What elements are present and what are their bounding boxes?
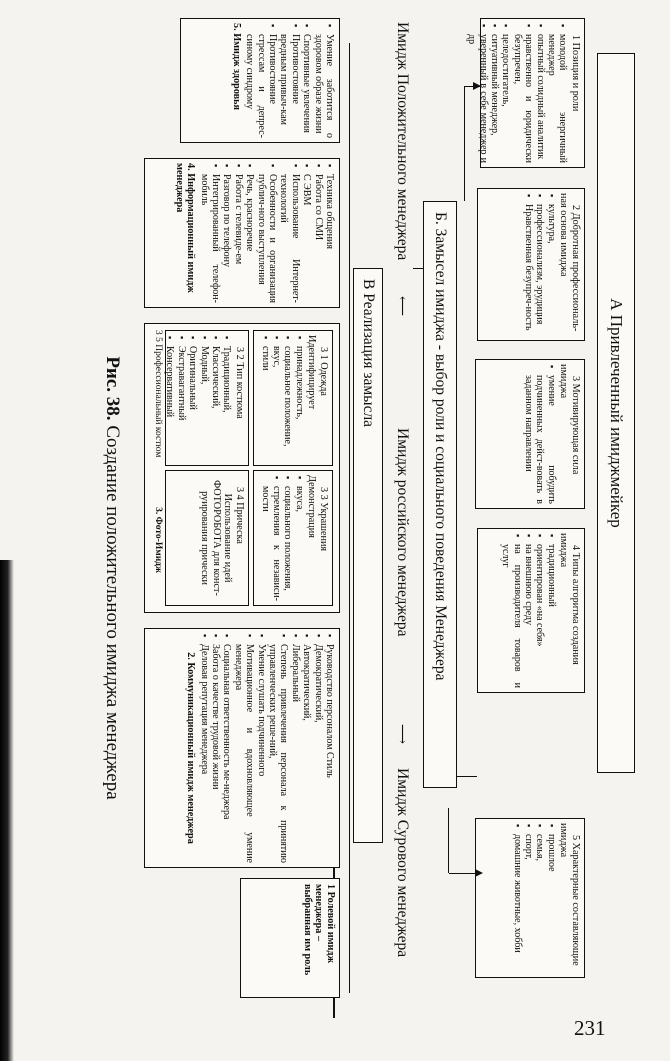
list-item: ▪ уверенный в себе менеджер и др: [466, 34, 489, 163]
comm-image-list: [198, 633, 335, 863]
arrow: [475, 869, 483, 877]
plan-col-1-title: 1 Позиция и роли: [570, 35, 581, 112]
plan-col-5-list: [511, 823, 557, 973]
list-item: ▪ целедостигатель,: [500, 34, 511, 163]
list-item: ▪ Экстравагантный: [175, 346, 186, 461]
list-item: ▪ Демократический,: [312, 644, 323, 863]
header-b-text: Б. Замысел имиджа - выбор роли и социального поведения Менеджера: [432, 212, 449, 681]
list-item: ▪ Техника общения: [324, 174, 335, 303]
list-item: ▪ Модный,: [198, 346, 209, 461]
list-item: ▪ семья,: [534, 834, 545, 973]
header-a-box: [597, 53, 635, 773]
list-item: ▪ Классический,: [210, 346, 221, 461]
photo-image-footer: 3. Фото-Имидж: [153, 507, 163, 573]
connector: [448, 808, 449, 873]
page-number: 231: [574, 1016, 606, 1040]
list-item: ▪ Интегрированный телефон-мобиль: [198, 174, 221, 303]
caption-label: Рис. 38.: [102, 356, 123, 421]
list-item: ▪ домашние животные, хобби: [511, 834, 522, 973]
image-positive-label: Имидж Положительного менеджера: [394, 22, 411, 261]
list-item: ▪ Оригинальный: [187, 346, 198, 461]
photo-image-box: [144, 323, 340, 613]
comm-image-footer: 2. Коммуникационный имидж менеджера: [185, 652, 197, 844]
plan-col-2-list: [523, 193, 557, 336]
plan-col-1-list: [466, 23, 569, 163]
image-russian-label: Имидж российского менеджера: [394, 428, 411, 637]
photo-sub-33-title: 3 3 Украшения Демонстрация: [306, 475, 329, 552]
photo-sub-31: [253, 330, 333, 466]
photo-sub-31-list: [259, 335, 305, 461]
list-item: ▪ культура,: [545, 204, 556, 336]
health-image-box: [180, 18, 340, 143]
list-item: ▪ на внешнюю среду: [523, 544, 534, 688]
list-item: ▪ вкуса,: [293, 486, 304, 601]
list-item: ▪ ситуативный менеджер,: [489, 34, 500, 163]
rotated-diagram: [15, 18, 645, 1018]
photo-sub-32-title: 3 2 Тип костюма: [234, 347, 245, 419]
arrow-left-icon: ⟵: [394, 296, 410, 317]
header-b-box: [423, 201, 457, 788]
list-item: ▪ Работа с телевиде-ем: [232, 174, 243, 303]
list-item: ▪ Спортивные увлечения: [301, 34, 312, 138]
photo-sub-34-title: 3 4 Прическа: [234, 487, 245, 544]
connector: [464, 86, 465, 201]
photo-sub-33-list: [259, 475, 305, 601]
caption-text: Создание положительного имиджа менеджера: [102, 425, 123, 800]
list-item: ▪ Работа со СМИ: [312, 174, 323, 303]
role-image-box: [240, 878, 340, 998]
photo-sub-32-list: [164, 335, 232, 461]
list-item: ▪ умение побудить подчиненных дейст-вовать в заданном направлении: [523, 375, 557, 504]
role-image-title: 1 Ролевой имидж менеджера – выбранная им роль: [301, 884, 336, 976]
comm-image-box: [144, 628, 340, 868]
list-item: ▪ опытный солидный аналитик: [534, 34, 545, 163]
list-item: ▪ на производителя товаров и услуг: [500, 544, 523, 688]
connector: [449, 873, 475, 874]
list-item: ▪ Особенности и организация публич-ного выступления: [255, 174, 278, 303]
list-item: ▪ принадлежность,: [293, 346, 304, 461]
figure-caption: [101, 138, 123, 1018]
plan-col-4: [477, 528, 585, 693]
list-item: ▪ Нравственная безупреч-ность: [523, 204, 534, 336]
list-item: ▪ Речь, красноречие: [244, 174, 255, 303]
list-item: ▪ профессионализм, эрудиция: [534, 204, 545, 336]
list-item: ▪ Традиционный,: [221, 346, 232, 461]
photo-sub-31-title: 3 1 Одежда Идентифицирует: [306, 335, 329, 410]
list-item: ▪ Консервативный: [164, 346, 175, 461]
list-item: ▪ Степень привлечения персонала к принятию управленческих реше-ний,: [267, 644, 290, 863]
photo-sub-33: [253, 470, 333, 606]
info-image-list: [198, 163, 335, 303]
list-item: ▪ спорт,: [523, 834, 534, 973]
list-item: ▪ прошлое: [545, 834, 556, 973]
plan-col-2-title: 2 Добротная профессиональ-ная основа имиджа: [558, 193, 581, 332]
list-item: ▪ Деловая репутация менеджера: [198, 644, 209, 863]
list-item: ▪ Умение слушать подчиненного: [255, 644, 266, 863]
photo-sub-32: [165, 330, 249, 466]
list-item: ▪ Забота о качестве трудовой жизни: [210, 644, 221, 863]
plan-col-2: [477, 188, 585, 341]
list-item: ▪ традиционный: [545, 544, 556, 688]
health-image-footer: 5. Имидж здоровья: [230, 23, 242, 111]
list-item: ▪ социальное положение,: [282, 346, 293, 461]
list-item: ▪ Разговор по телефону: [221, 174, 232, 303]
plan-col-3-title: 3 Мотивирующая сила имиджа: [558, 364, 581, 475]
connector: [413, 268, 423, 269]
header-v-text: В Реализация замысла: [360, 279, 377, 428]
scan-edge-shadow: [0, 560, 14, 1061]
photo-sub-35: 3 5 Профессиональный костюм: [153, 330, 163, 458]
connector: [349, 43, 350, 993]
health-image-list: [244, 23, 335, 138]
image-types-band: [387, 18, 417, 1003]
list-item: ▪ Либеральный: [289, 644, 300, 863]
plan-col-4-list: [500, 533, 557, 688]
info-image-box: [144, 158, 340, 308]
list-item: ▪ ориентирован «на себя»: [534, 544, 545, 688]
list-item: ▪ стили: [259, 346, 270, 461]
plan-col-3-list: [523, 364, 557, 504]
photo-sub-34: [165, 470, 249, 606]
list-item: ▪ Противостояние стрессам и депрес-синому синдрому: [244, 34, 278, 138]
plan-col-5-title: 5 Характерные составляющие имиджа: [558, 823, 581, 966]
list-item: ▪ С ЭВМ: [301, 174, 312, 303]
plan-col-3: [475, 359, 585, 509]
list-item: ▪ социального положения,: [282, 486, 293, 601]
photo-sub-34-body: Использование идей ФОТОРОБОТА для конст-руирования прически: [199, 480, 234, 596]
plan-col-4-title: 4 Типы алгоритма создания имиджа: [558, 533, 581, 665]
header-a-text: А Привлеченный имиджмейкер: [607, 298, 626, 528]
list-item: ▪ Умение заботится о здоровом образе жизни: [312, 34, 335, 138]
list-item: ▪ Противостояние вредным привыч-кам: [278, 34, 301, 138]
plan-col-5: [475, 818, 585, 978]
list-item: ▪ стремления к независи-мости: [259, 486, 282, 601]
info-image-footer: 4. Информационный имидж менеджера: [173, 163, 197, 293]
plan-col-1: [466, 18, 585, 168]
list-item: ▪ нравственно и юридически безупречен,: [511, 34, 534, 163]
image-severe-label: Имидж Сурового менеджера: [394, 768, 411, 958]
list-item: ▪ Социальная ответственность ме-неджера: [221, 644, 232, 863]
list-item: ▪ Автократический,: [301, 644, 312, 863]
list-item: ▪ Руководство персоналом Стиль: [324, 644, 335, 863]
list-item: ▪ молодой энергичный менеджер: [546, 34, 569, 163]
header-v-box: [353, 268, 383, 843]
arrow-right-icon: ⟶: [394, 724, 410, 745]
list-item: ▪ Использование Интернет-технологий: [278, 174, 301, 303]
list-item: ▪ Мотивационное и вдохновляющее умение менеджера: [232, 644, 255, 863]
arrow: [473, 82, 481, 90]
list-item: ▪ вкус,: [271, 346, 282, 461]
